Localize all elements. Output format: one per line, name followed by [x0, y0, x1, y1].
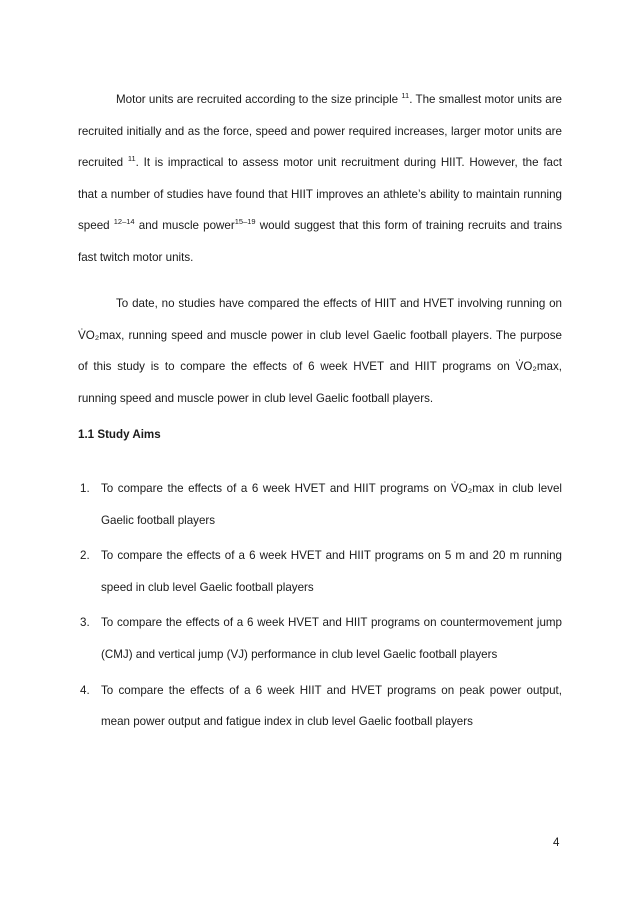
- list-number: 2.: [80, 549, 90, 563]
- intro-paragraph: [78, 84, 562, 274]
- p1-text-1: Motor units are recruited according to the size principle: [116, 93, 402, 106]
- citation-ref: 15–19: [234, 217, 256, 227]
- list-number: 4.: [80, 683, 90, 697]
- list-item: [78, 473, 562, 536]
- citation-ref: 11: [127, 154, 136, 164]
- section-heading: 1.1 Study Aims: [78, 428, 161, 441]
- page-number: 4: [553, 836, 560, 849]
- list-item: [78, 607, 562, 670]
- list-item-text: To compare the effects of a 6 week HIIT and HVET programs on peak power output, mean power output and fatigue index in club level Gaelic football players: [101, 683, 562, 729]
- citation-ref: 11: [401, 91, 410, 100]
- citation-ref: 12–14: [113, 217, 135, 227]
- p1-text-2: . The smallest motor units are recruited initially and as the force, speed and power required increases, larger motor units are recruited: [78, 93, 562, 170]
- p1-text-5: would suggest that this form of training recruits and trains fast twitch motor units.: [78, 219, 563, 264]
- list-item-text: To compare the effects of a 6 week HVET and HIIT programs on 5 m and 20 m running speed in club level Gaelic football players: [101, 549, 562, 594]
- list-number: 3.: [80, 616, 90, 630]
- p1-text-3: . It is impractical to assess motor unit recruitment during HIIT. However, the fact that a number of studies have found that HIIT improves an athlete’s ability to maintain running speed: [78, 156, 563, 233]
- list-item: [78, 540, 562, 603]
- p1-text-4: and muscle power: [134, 219, 235, 233]
- list-number: 1.: [80, 482, 90, 495]
- study-aims-list: [78, 473, 562, 742]
- purpose-paragraph: To date, no studies have compared the effects of HIIT and HVET involving running on V̇O₂max, running speed and muscle power in club level Gaelic football players. The purpose of this study is to compare the effects of 6 week HVET and HIIT programs on V̇O₂max, running speed and muscle power in club level Gaelic football players.: [78, 297, 562, 405]
- list-item: [78, 675, 562, 738]
- list-item-text: To compare the effects of a 6 week HVET and HIIT programs on V̇O₂max in club level Gaelic football players: [101, 482, 562, 527]
- list-item-text: To compare the effects of a 6 week HVET and HIIT programs on countermovement jump (CMJ) and vertical jump (VJ) performance in club level Gaelic football players: [101, 616, 562, 661]
